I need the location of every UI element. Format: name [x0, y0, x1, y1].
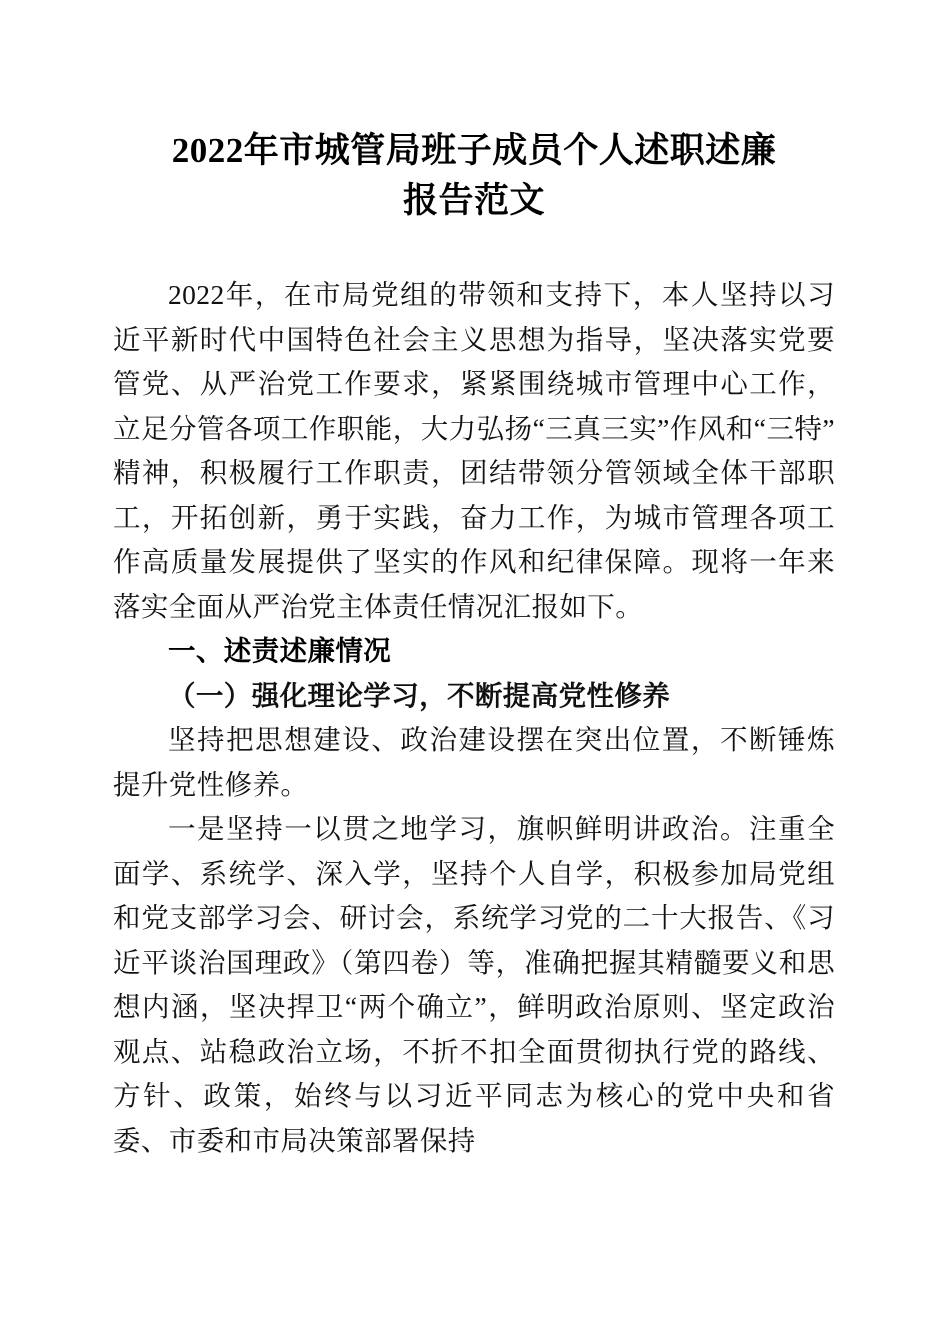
point-one-paragraph: 一是坚持一以贯之地学习，旗帜鲜明讲政治。注重全面学、系统学、深入学，坚持个人自学，积极参加局党组和党支部学习会、研讨会，系统学习党的二十大报告、《习近平谈治国理政》（第四卷）等，准确把握其精髓要义和思想内涵，坚决捍卫“两个确立”，鲜明政治原则、坚定政治观点、站稳政治立场，不折不扣全面贯彻执行党的路线、方针、政策，始终与以习近平同志为核心的党中央和省委、市委和市局决策部署保持: [113, 813, 835, 1156]
document-content-column: [113, 0, 835, 1163]
subsection-heading-1: （一）强化理论学习，不断提高党性修养: [168, 679, 671, 711]
intro-paragraph: 2022年，在市局党组的带领和支持下，本人坚持以习近平新时代中国特色社会主义思想为指导，坚决落实党要管党、从严治党工作要求，紧紧围绕城市管理中心工作，立足分管各项工作职能，大力弘扬“三真三实”作风和“三特”精神，积极履行工作职责，团结带领分管领域全体干部职工，开拓创新，勇于实践，奋力工作，为城市管理各项工作高质量发展提供了坚实的作风和纪律保障。现将一年来落实全面从严治党主体责任情况汇报如下。: [113, 279, 835, 622]
page-title: [113, 0, 835, 226]
section-heading-1: 一、述责述廉情况: [168, 635, 392, 666]
subsection-1-lead-paragraph: 坚持把思想建设、政治建设摆在突出位置，不断锤炼提升党性修养。: [113, 724, 835, 800]
page-title-line-2: 报告范文: [402, 181, 545, 220]
page-title-line-1: 2022年市城管局班子成员个人述职述廉: [171, 131, 777, 170]
